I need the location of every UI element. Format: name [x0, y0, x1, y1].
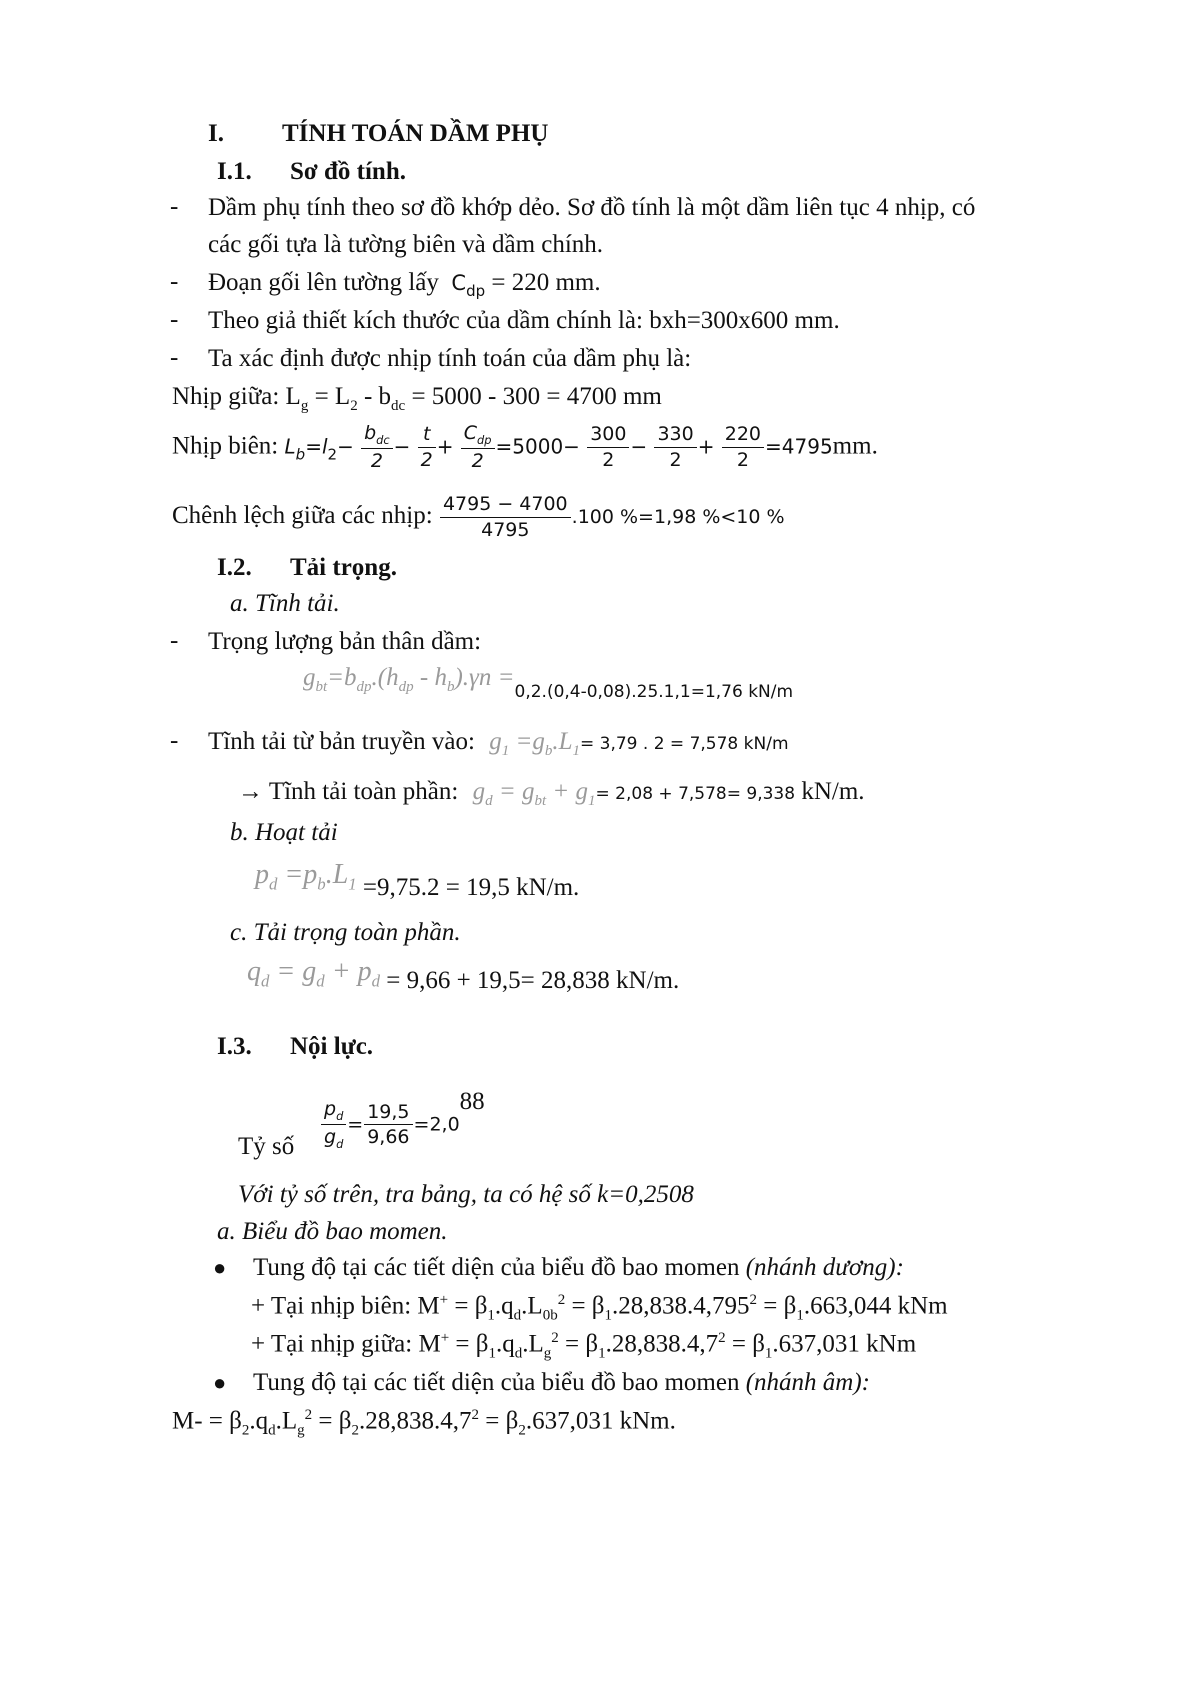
- subsection-moment-envelope: a. Biểu đồ bao momen.: [217, 1218, 448, 1245]
- section-1-number: I.1.: [217, 158, 252, 185]
- section-2-number: I.2.: [217, 554, 252, 581]
- paragraph-10: Tĩnh tải từ bản truyền vào: $g_1 =g_b.L_1= 3,79$ . 2 = 7,578 kN/m: [208, 728, 789, 759]
- formula-live-load: $p_d =p_b.L_1 =9,75.2 = 19,5$ kN/m.: [255, 859, 580, 901]
- paragraph-3: Theo giả thiết kích thước của dầm chính là: bxh=300x600 mm.: [208, 307, 840, 334]
- ratio-formula: $\frac{p_d}{g_d}$ = $\frac{19,5}{9,66}$ =2,088: [320, 1098, 485, 1152]
- formula-total-load: $q_d = g_d + p_d = 9,66 + 19,5= 28,838$ kN/m.: [247, 956, 680, 994]
- paragraph-11-total-dead-load: → Tĩnh tải toàn phần: $g_d = g_{bt} + g_1= 2,08 + 7,578= 9,338$ kN/m.: [238, 778, 865, 809]
- subsection-live-load: b. Hoạt tải: [230, 819, 338, 846]
- section-2-title: Tải trọng.: [290, 554, 397, 581]
- formula-middle-span-moment: + Tại nhịp giữa: $M^+ = \beta_1.q_d.L_g^2 = \beta_1.28,838.4,7^2 = \beta_1.637,031$ kNm: [251, 1330, 917, 1362]
- paragraph-7-span-difference: Chênh lệch giữa các nhịp: $\frac{4795 - 4700}{4795}$ .100 %=1,98 %<10 %: [172, 493, 785, 541]
- paragraph-1b: các gối tựa là tường biên và dầm chính.: [208, 231, 604, 258]
- formula-self-weight: $g_{bt}=b_{dp}.(h_{dp} - h_b).\gamma n =_{0,2.(0,4-0,08).25.1,1=1,76 kN/m}$: [303, 664, 794, 702]
- paragraph-2: Đoạn gối lên tường lấy $C_{dp} = 220$ mm.: [208, 269, 601, 300]
- list-dash: -: [170, 268, 179, 295]
- heading-number: I.: [208, 120, 224, 147]
- bullet-icon: ●: [213, 1370, 227, 1395]
- section-3-title: Nội lực.: [290, 1033, 374, 1060]
- bullet-icon: ●: [213, 1255, 227, 1280]
- paragraph-15: Với tỷ số trên, tra bảng, ta có hệ số k=0,2508: [238, 1181, 694, 1208]
- paragraph-6-end-span: Nhịp biên: $L_b=l_2-$ $\frac{b_{dc}}{2}$ − $\frac{t}{2}$ + $\frac{C_{dp}}{2}$ =5000− $\frac{300}{2}$ − $\frac{330}{2}$ + $\frac{220}{2}$ =4795mm.: [172, 422, 878, 473]
- paragraph-1a: Dầm phụ tính theo sơ đồ khớp dẻo. Sơ đồ tính là một dầm liên tục 4 nhịp, có: [208, 194, 976, 221]
- subsection-dead-load: a. Tĩnh tải.: [230, 590, 340, 617]
- subsection-total-load: c. Tải trọng toàn phần.: [230, 919, 461, 946]
- list-dash: -: [170, 193, 179, 220]
- formula-negative-moment: $M- = \beta_2.q_d.L_g^2 = \beta_2.28,838.4,7^2 = \beta_2.637,031$ kNm.: [172, 1407, 676, 1439]
- list-dash: -: [170, 306, 179, 333]
- ratio-label: Tỷ số: [238, 1133, 295, 1160]
- paragraph-8: Trọng lượng bản thân dầm:: [208, 628, 482, 655]
- paragraph-4: Ta xác định được nhịp tính toán của dầm phụ là:: [208, 345, 692, 372]
- section-1-title: Sơ đồ tính.: [290, 158, 406, 185]
- list-dash: -: [170, 727, 179, 754]
- heading-title: TÍNH TOÁN DẦM PHỤ: [282, 120, 549, 147]
- list-dash: -: [170, 627, 179, 654]
- formula-end-span-moment: + Tại nhịp biên: $M^+ = \beta_1.q_d.L_{0b}^2 = \beta_1.28,838.4,795^2 = \beta_1.663,044$ kNm: [251, 1292, 948, 1324]
- list-dash: -: [170, 344, 179, 371]
- arrow-right-icon: →: [238, 778, 263, 805]
- paragraph-17: Tung độ tại các tiết diện của biểu đồ bao momen (nhánh dương):: [253, 1254, 904, 1281]
- paragraph-5-middle-span: Nhịp giữa: $L_g = L_2 - b_{dc} = 5000 - 300 = 4700$ mm: [172, 383, 662, 414]
- section-3-number: I.3.: [217, 1033, 252, 1060]
- paragraph-20: Tung độ tại các tiết diện của biểu đồ bao momen (nhánh âm):: [253, 1369, 870, 1396]
